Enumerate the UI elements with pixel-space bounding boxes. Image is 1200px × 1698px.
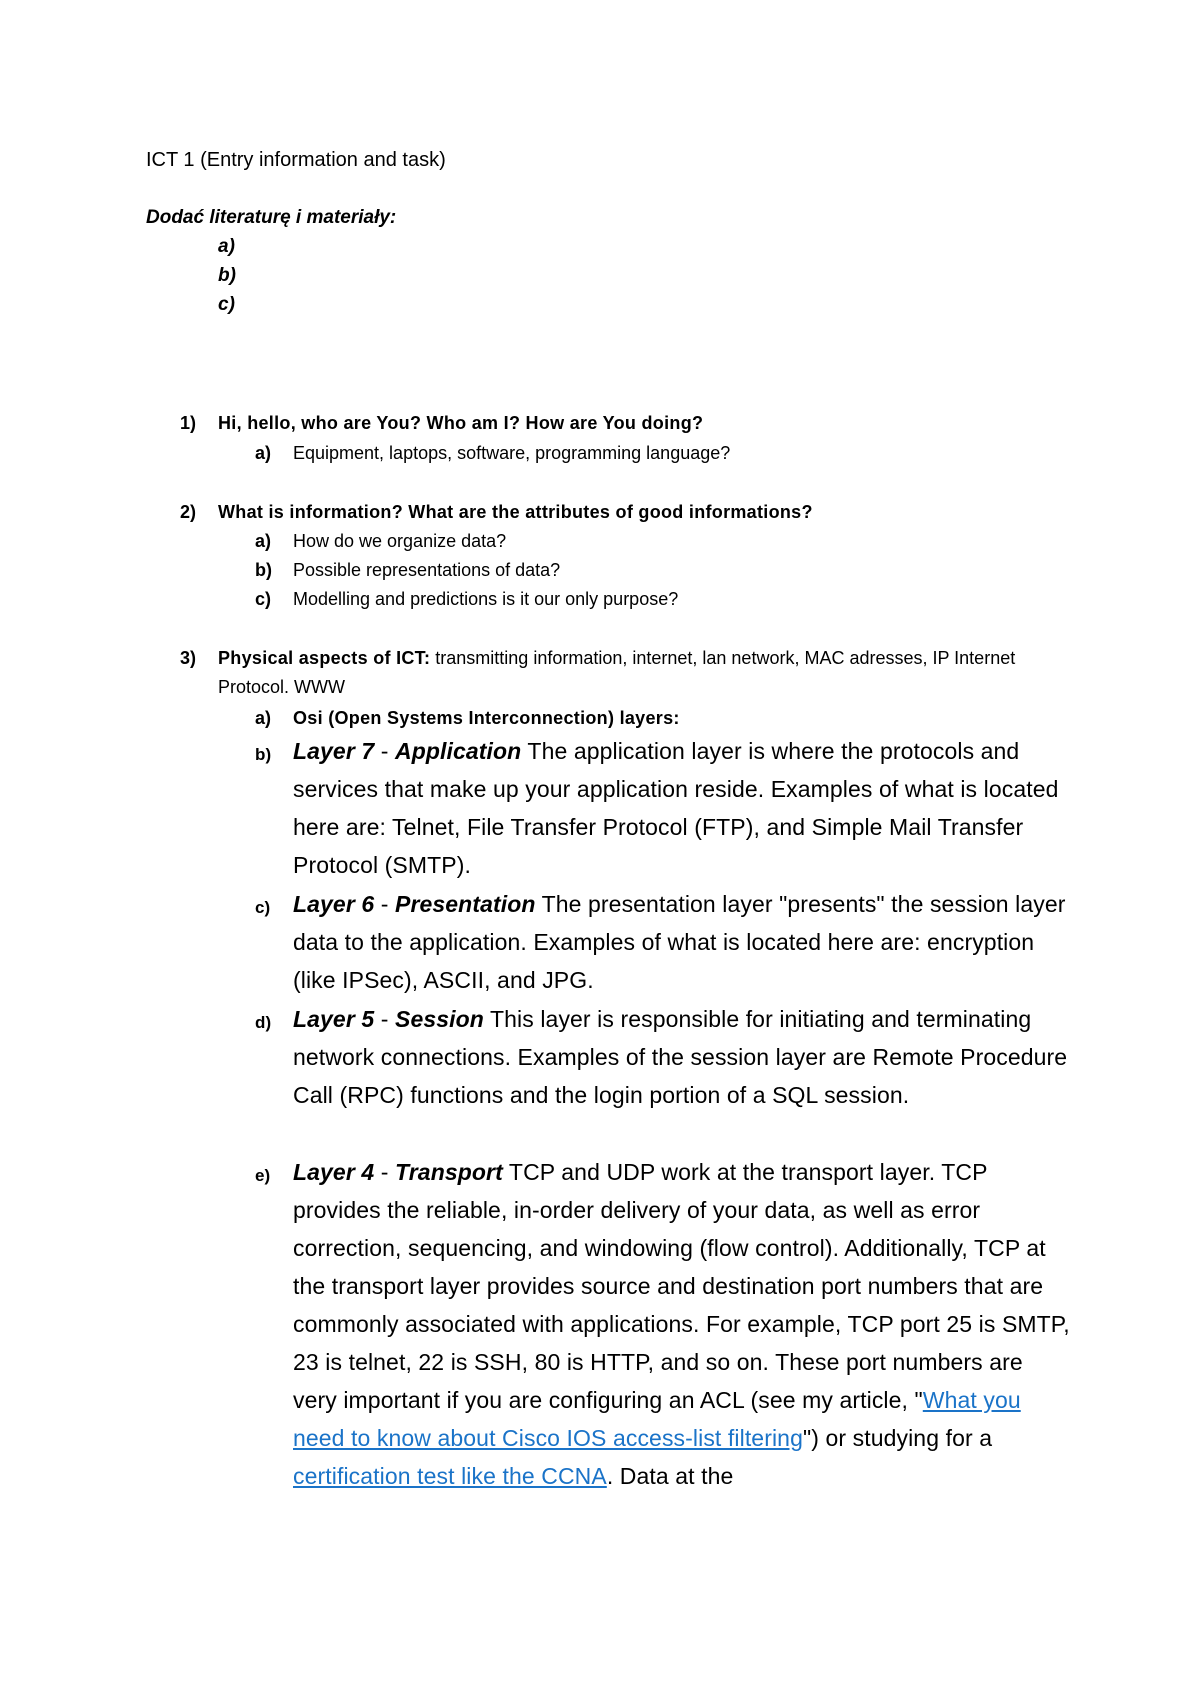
ccna-link[interactable]: certification test like the CCNA — [293, 1463, 607, 1489]
literature-item: c) — [218, 294, 235, 315]
layer-description: Layer 5 - Session This layer is responsible for initiating and terminating network connections. Examples of the session layer are Remote Procedure Call (RPC) functions and the login portion of a SQL session. — [293, 1006, 1068, 1108]
layer-number: Layer 4 — [293, 1159, 375, 1185]
layer-description: Layer 7 - Application The application layer is where the protocols and services that make up your application reside. Examples of what is located here are: Telnet, File Transfer Protocol (FTP), and Simple Mail Transfer Protocol (SMTP). — [293, 738, 1059, 878]
subitem-marker: c) — [255, 898, 271, 917]
literature-item: b) — [218, 265, 236, 286]
subitem-marker: b) — [255, 560, 272, 580]
layer-name: Presentation — [395, 891, 536, 917]
literature-heading: Dodać literaturę i materiały: — [146, 207, 397, 228]
document-title: ICT 1 (Entry information and task) — [146, 149, 446, 171]
layer-name: Transport — [395, 1159, 503, 1185]
layer-text: ") or studying for a — [802, 1425, 993, 1451]
subitem-marker: a) — [255, 708, 272, 728]
subitem-marker: a) — [255, 531, 272, 551]
section-number: 2) — [180, 502, 197, 522]
section-heading: What is information? What are the attributes of good informations? — [218, 502, 813, 522]
osi-heading: Osi (Open Systems Interconnection) layers: — [293, 708, 680, 728]
layer-text: This layer is responsible for initiating and terminating network connections. Examples of the session layer are Remote Procedure Call (RPC) functions and the login portion of a SQL session. — [293, 1006, 1068, 1108]
article-link[interactable]: What you need to know about Cisco IOS access-list filtering — [293, 1387, 1021, 1451]
layer-name: Application — [395, 738, 522, 764]
literature-item: a) — [218, 236, 235, 257]
layer-number: Layer 6 — [293, 891, 375, 917]
section-heading — [218, 644, 1018, 702]
subitem-marker: a) — [255, 443, 272, 463]
subitem-marker: b) — [255, 745, 272, 764]
layer-text: . Data at the — [606, 1463, 734, 1489]
section-heading-rest: transmitting information, internet, lan network, MAC adresses, IP Internet Protocol. WWW — [218, 648, 1016, 697]
layer-number: Layer 7 — [293, 738, 375, 764]
section-heading: Hi, hello, who are You? Who am I? How are You doing? — [218, 413, 704, 433]
layer-text: The presentation layer "presents" the session layer data to the application. Examples of what is located here are: encryption (like IPSec), ASCII, and JPG. — [293, 891, 1066, 993]
literature-list — [218, 232, 236, 319]
subitem-marker: d) — [255, 1013, 272, 1032]
layer-number: Layer 5 — [293, 1006, 375, 1032]
subitem-text: Equipment, laptops, software, programming language? — [293, 443, 731, 463]
section-heading-bold: Physical aspects of ICT: — [218, 648, 431, 668]
subitem-marker: c) — [255, 589, 272, 609]
layer-name: Session — [395, 1006, 484, 1032]
subitem-text: Possible representations of data? — [293, 560, 561, 580]
layer-text: TCP and UDP work at the transport layer. TCP provides the reliable, in-order delivery of your data, as well as error correction, sequencing, and windowing (flow control). Additionally, TCP at the transport layer provides source and destination port numbers that are commonly associated with applications. For example, TCP port 25 is SMTP, 23 is telnet, 22 is SSH, 80 is HTTP, and so on. These port numbers are very important if you are configuring an ACL (see my article, " — [293, 1159, 1070, 1413]
subitem-text: How do we organize data? — [293, 531, 507, 551]
layer-description: Layer 4 - Transport TCP and UDP work at the transport layer. TCP provides the reliable, in-order delivery of your data, as well as error correction, sequencing, and windowing (flow control). Additionally, TCP at the transport layer provides source and destination port numbers that are commonly associated with applications. For example, TCP port 25 is SMTP, 23 is telnet, 22 is SSH, 80 is HTTP, and so on. These port numbers are very important if you are configuring an ACL (see my article, "What you need to know about Cisco IOS access-list filtering") or studying for a certification test like the CCNA. Data at the — [293, 1159, 1070, 1489]
layer-text: The application layer is where the protocols and services that make up your application reside. Examples of what is located here are: Telnet, File Transfer Protocol (FTP), and Simple Mail Transfer Protocol (SMTP). — [293, 738, 1059, 878]
subitem-text: Modelling and predictions is it our only purpose? — [293, 589, 679, 609]
subitem-marker: e) — [255, 1166, 271, 1185]
section-number: 1) — [180, 413, 197, 433]
section-number: 3) — [180, 648, 197, 668]
layer-description: Layer 6 - Presentation The presentation layer "presents" the session layer data to the application. Examples of what is located here are: encryption (like IPSec), ASCII, and JPG. — [293, 891, 1066, 993]
